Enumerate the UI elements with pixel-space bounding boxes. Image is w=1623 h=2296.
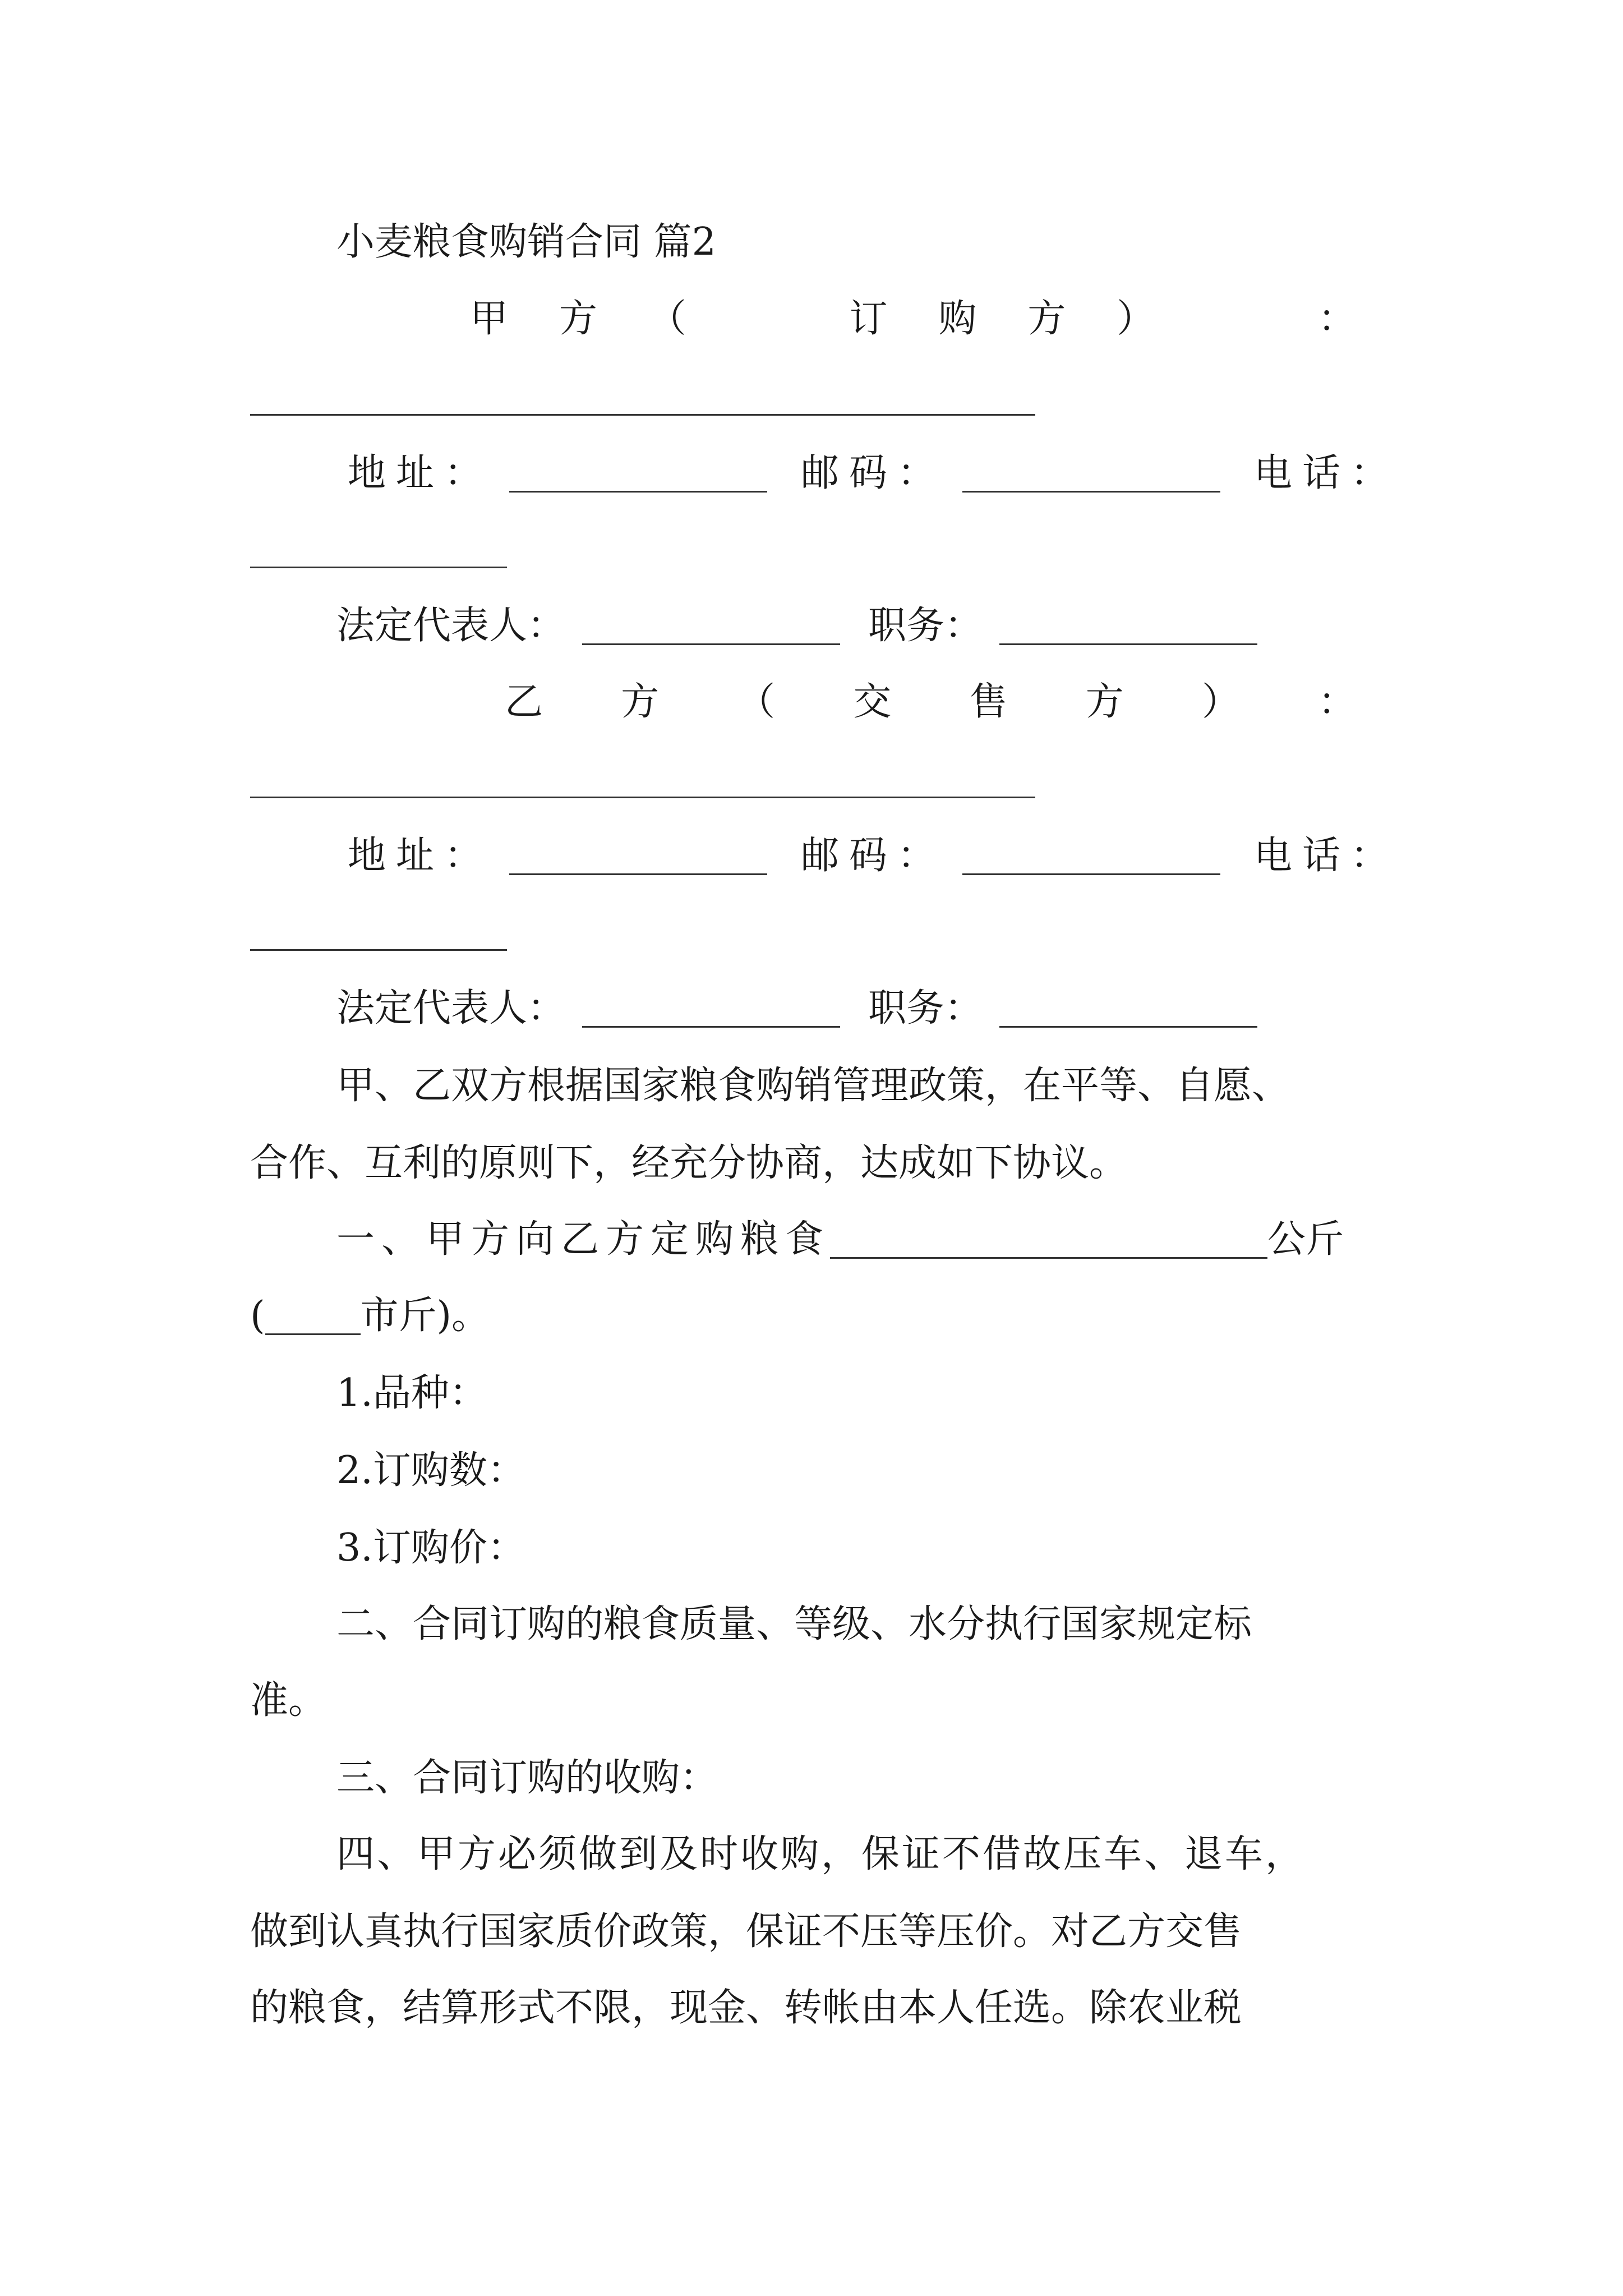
party-a-postcode-blank[interactable] [962,462,1220,493]
party-b-postcode-blank[interactable] [962,844,1220,875]
party-a-rep-label: 法定代表人： [336,604,566,648]
party-b-address-blank[interactable] [509,844,767,875]
party-b-phone-blank[interactable] [250,949,507,951]
party-a-postcode-label: 邮码： [801,451,946,495]
clause-2-line-2: 准。 [250,1678,327,1723]
party-a-position-blank[interactable] [999,614,1257,645]
party-b-heading-char: 交 [853,680,892,724]
intro-line-2: 合作、互利的原则下，经充分协商，达成如下协议。 [250,1141,1128,1185]
party-a-phone-label: 电话： [1254,451,1399,495]
clause-3: 三、合同订购的收购： [336,1756,718,1800]
party-b-name-blank[interactable] [250,797,1035,798]
party-a-heading-char: 方 [559,297,597,341]
party-b-heading-char: ： [1317,680,1356,724]
intro-line-1: 甲、乙双方根据国家粮食购销管理政策，在平等、自愿、 [336,1064,1290,1108]
clause-1-row [336,1217,1344,1262]
party-a-heading-char: ： [1317,297,1356,341]
party-a-rep-row [336,604,1257,648]
party-b-address-label: 地址： [348,834,493,878]
party-b-heading-char: ） [1201,680,1240,724]
party-a-address-label: 地址： [348,451,493,495]
party-b-position-blank[interactable] [999,997,1257,1028]
party-a-contact-row [348,451,1399,495]
item-price: 3.订购价： [336,1526,525,1570]
party-b-heading-char: （ [737,680,776,724]
party-b-position-label: 职务： [868,986,983,1030]
clause-1-row-2 [250,1294,490,1338]
party-a-rep-blank[interactable] [582,614,840,645]
party-a-heading-char: ） [1117,297,1155,341]
party-a-position-label: 职务： [868,604,983,648]
party-a-heading [470,297,1356,341]
party-b-rep-blank[interactable] [582,997,840,1028]
party-b-heading-char: 售 [969,680,1008,724]
item-quantity: 2.订购数： [336,1448,525,1493]
clause-1-open-paren: ( [250,1294,265,1338]
clause-4-line-3: 的粮食，结算形式不限，现金、转帐由本人任选。除农业税 [250,1986,1242,2030]
party-a-heading-char: （ [648,297,686,341]
party-b-heading-char: 方 [1085,680,1124,724]
clause-4-line-1: 四、甲方必须做到及时收购，保证不借故压车、退车， [336,1832,1306,1876]
party-b-heading-char: 方 [621,680,660,724]
party-b-heading-char: 乙 [505,680,543,724]
document-title: 小麦粮食购销合同 篇2 [336,220,716,264]
party-a-heading-char: 甲 [470,297,509,341]
clause-2-line-1: 二、合同订购的粮食质量、等级、水分执行国家规定标 [336,1602,1252,1646]
clause-1-close: 市斤)。 [360,1294,490,1338]
party-a-name-blank[interactable] [250,414,1035,416]
clause-1-jin-blank[interactable] [265,1304,361,1335]
party-a-heading-char: 订 [849,297,888,341]
clause-1-suffix: 公斤 [1267,1217,1344,1262]
item-variety: 1.品种： [336,1371,487,1415]
party-b-phone-label: 电话： [1254,834,1399,878]
party-b-rep-row [336,986,1257,1030]
party-b-postcode-label: 邮码： [801,834,946,878]
party-a-heading-char: 购 [938,297,977,341]
party-a-phone-blank[interactable] [250,567,507,568]
party-a-heading-char: 方 [1027,297,1066,341]
party-a-address-blank[interactable] [509,462,767,493]
party-b-contact-row [348,834,1399,878]
clause-1-prefix: 一、甲方向乙方定购粮食 [336,1217,831,1262]
party-b-heading [505,680,1356,724]
clause-4-line-2: 做到认真执行国家质价政策，保证不压等压价。对乙方交售 [250,1910,1242,1954]
clause-1-quantity-blank[interactable] [830,1228,1267,1259]
party-b-rep-label: 法定代表人： [336,986,566,1030]
